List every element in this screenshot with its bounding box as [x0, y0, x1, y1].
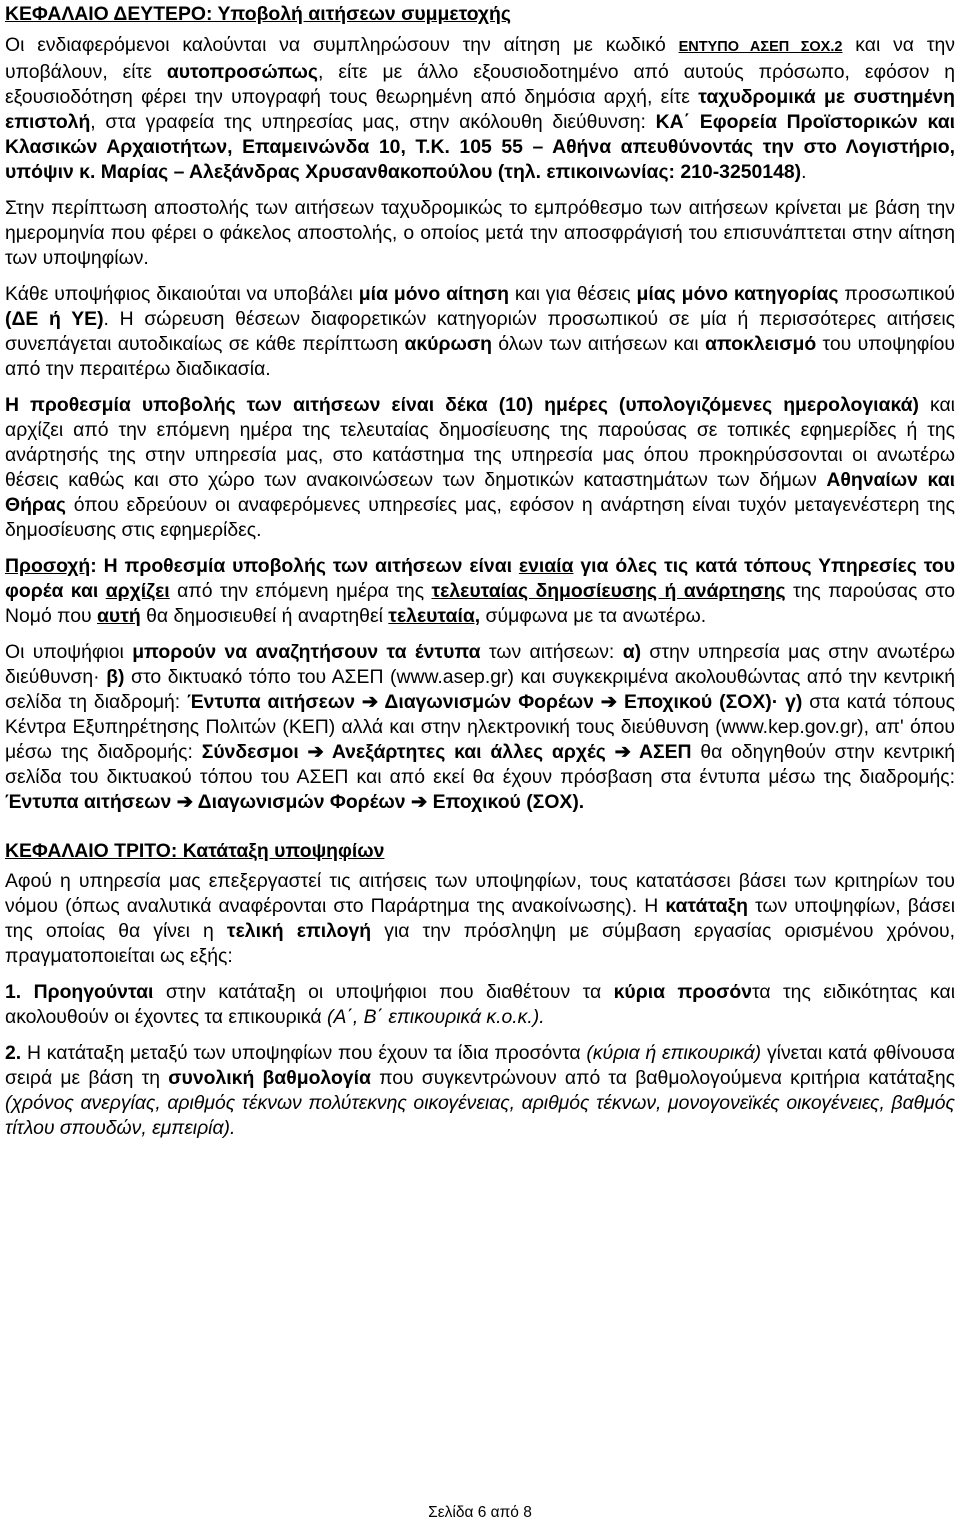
ranking-paragraph: Αφού η υπηρεσία μας επεξεργαστεί τις αιτήσεις των υποψηφίων, τους κατατάσσει βάσει των κριτηρίων του νόμου (όπως αναλυτικά αναφέρονται στο Παράρτημα της ανακοίνωσης). Η κατάταξη των υποψηφίων, βάσει της οποίας θα γίνει η τελική επιλογή για την πρόσληψη με σύμβαση εργασίας ορισμένου χρόνου, πραγματοποιείται ως εξής:: [5, 870, 956, 967]
arrow-icon: ➔: [298, 741, 332, 763]
arrow-icon: ➔: [593, 691, 624, 713]
page-number: Σελίδα 6 από 8: [428, 1504, 532, 1521]
form-code: ΕΝΤΥΠΟ ΑΣΕΠ ΣΟΧ.2: [678, 39, 843, 55]
ranking-item-1: 1. Προηγούνται στην κατάταξη οι υποψήφιοι που διαθέτουν τα κύρια προσόντα της ειδικότητας και ακολουθούν οι έχοντες τα επικουρικά (Α΄, Β΄ επικουρικά κ.ο.κ.).: [5, 981, 956, 1028]
arrow-icon: ➔: [171, 791, 198, 813]
attention-paragraph: Προσοχή: Η προθεσμία υποβολής των αιτήσεων είναι ενιαία για όλες τις κατά τόπους Υπηρεσίες του φορέα και αρχίζει από την επόμενη ημέρα της τελευταίας δημοσίευσης ή ανάρτησης της παρούσας στο Νομό που αυτή θα δημοσιευθεί ή αναρτηθεί τελευταία, σύμφωνα με τα ανωτέρω.: [5, 555, 955, 627]
forms-paragraph: Οι υποψήφιοι μπορούν να αναζητήσουν τα έντυπα των αιτήσεων: α) στην υπηρεσία μας στην ανωτέρω διεύθυνση· β) στο δικτυακό τόπο του ΑΣΕΠ (www.asep.gr) και συγκεκριμένα ακολουθώντας από την κεντρική σελίδα τη διαδρομή: Έντυπα αιτήσεων ➔ Διαγωνισμών Φορέων ➔ Εποχικού (ΣΟΧ)· γ) στα κατά τόπους Κέντρα Εξυπηρέτησης Πολιτών (ΚΕΠ) αλλά και στην ηλεκτρονική τους διεύθυνση (www.kep.gov.gr), απ' όπου μέσω της διαδρομής: Σύνδεσμοι ➔ Ανεξάρτητες και άλλες αρχές ➔ ΑΣΕΠ θα οδηγηθούν στην κεντρική σελίδα του δικτυακού τόπου του ΑΣΕΠ και από εκεί θα έχουν πρόσβαση στα έντυπα μέσω της διαδρομής: Έντυπα αιτήσεων ➔ Διαγωνισμών Φορέων ➔ Εποχικού (ΣΟΧ).: [5, 641, 956, 813]
arrow-icon: ➔: [405, 791, 433, 813]
ranking-item-2: 2. Η κατάταξη μεταξύ των υποψηφίων που έχουν τα ίδια προσόντα (κύρια ή επικουρικά) γίνεται κατά φθίνουσα σειρά με βάση τη συνολική βαθμολογία που συγκεντρώνουν από τα βαθμολογούμενα κριτήρια κατάταξης (χρόνος ανεργίας, αριθμός τέκνων πολύτεκνης οικογένειας, αριθμός τέκνων, μονογονεϊκές οικογένειες, βαθμός τίτλου σπουδών, εμπειρία).: [5, 1042, 955, 1139]
postal-paragraph: Στην περίπτωση αποστολής των αιτήσεων ταχυδρομικώς το εμπρόθεσμο των αιτήσεων κρίνεται με βάση την ημερομηνία που φέρει ο φάκελος αποστολής, ο οποίος μετά την αποσφράγισή του επισυνάπτεται στην αίτηση των υποψηφίων.: [5, 197, 955, 269]
arrow-icon: ➔: [605, 741, 639, 763]
chapter-2-heading: ΚΕΦΑΛΑΙΟ ΔΕΥΤΕΡΟ: Υποβολή αιτήσεων συμμετοχής: [5, 3, 511, 25]
document-page: [0, 2, 960, 1526]
arrow-icon: ➔: [355, 691, 385, 713]
chapter-3-heading: ΚΕΦΑΛΑΙΟ ΤΡΙΤΟ: Κατάταξη υποψηφίων: [5, 840, 385, 862]
single-application-paragraph: Κάθε υποψήφιος δικαιούται να υποβάλει μία μόνο αίτηση και για θέσεις μίας μόνο κατηγορίας προσωπικού (ΔΕ ή ΥΕ). Η σώρευση θέσεων διαφορετικών κατηγοριών προσωπικού σε μία ή περισσότερες αιτήσεις συνεπάγεται αυτοδικαίως σε κάθε περίπτωση ακύρωση όλων των αιτήσεων και αποκλεισμό του υποψηφίου από την περαιτέρω διαδικασία.: [5, 283, 955, 380]
deadline-paragraph: Η προθεσμία υποβολής των αιτήσεων είναι δέκα (10) ημέρες (υπολογιζόμενες ημερολογιακά) και αρχίζει από την επόμενη ημέρα της τελευταίας δημοσίευσης της παρούσας σε τοπικές εφημερίδες ή της ανάρτησής της στην υπηρεσία μας, στο κατάστημα της υπηρεσία μας όπου προκηρύσσονται οι ανωτέρω θέσεις καθώς και στο χώρο των ανακοινώσεων των δημοτικών καταστημάτων των δήμων Αθηναίων και Θήρας όπου εδρεύουν οι αναφερόμενες υπηρεσίες μας, εφόσον η ανάρτηση είναι τυχόν μεταγενέστερη της δημοσίευσης στις εφημερίδες.: [5, 394, 956, 541]
service-address: ΚΑ΄ Εφορεία Προϊστορικών και Κλασικών Αρχαιοτήτων, Επαμεινώνδα 10, Τ.Κ. 105 55 – Αθήνα απευθύνοντάς την στο Λογιστήριο, υπόψιν κ. Μαρίας – Αλεξάνδρας Χρυσανθακοπούλου (τηλ. επικοινωνίας: 210-3250148): [5, 111, 956, 183]
submission-paragraph: Οι ενδιαφερόμενοι καλούνται να συμπληρώσουν την αίτηση με κωδικό ΕΝΤΥΠΟ ΑΣΕΠ ΣΟΧ.2 και να την υποβάλουν, είτε αυτοπροσώπως, είτε με άλλο εξουσιοδοτημένο από αυτούς πρόσωπο, εφόσον η εξουσιοδότηση φέρει την υπογραφή τους θεωρημένη από δημόσια αρχή, είτε ταχυδρομικά με συστημένη επιστολή, στα γραφεία της υπηρεσίας μας, στην ακόλουθη διεύθυνση: ΚΑ΄ Εφορεία Προϊστορικών και Κλασικών Αρχαιοτήτων, Επαμεινώνδα 10, Τ.Κ. 105 55 – Αθήνα απευθύνοντάς την στο Λογιστήριο, υπόψιν κ. Μαρίας – Αλεξάνδρας Χρυσανθακοπούλου (τηλ. επικοινωνίας: 210-3250148).: [5, 34, 956, 183]
